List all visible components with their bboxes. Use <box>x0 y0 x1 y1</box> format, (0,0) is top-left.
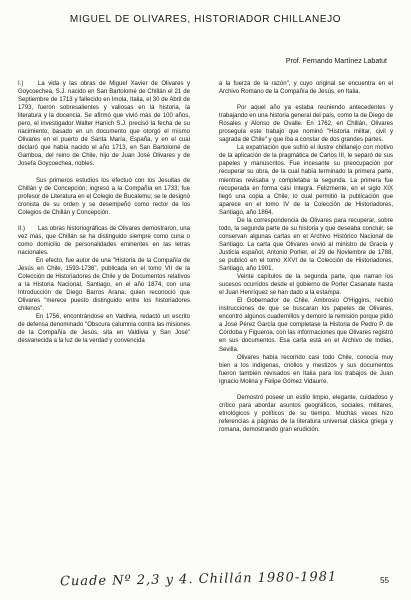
paragraph: I.) La vida y las obras de Miguel Xavier de Olivares y Goycoechea, S.J. nacido en San Bartolomé de Chillán el 21 de Septiembre de 1713 y fallecido en Imola, Italia, el 30 de Abril de 1793, fueron sobresalientes y valiosas en la historia, la literatura y la docencia. Se afirmó que vivió más de 100 años, pero, el investigador Walter Hanich S.J. precisó la fecha de su nacimiento, basado en un documento que otorgó el mismo Olivares en el puerto de Santa María, España, y en el cual declaró que había nacido el año 1713, en San Bartolomé de Gamboa, del reino de Chile, hijo de Juan José Olivares y de Josefa Goycoechea, nobles. <box>18 81 190 168</box>
handwritten-note: Cuade Nº 2,3 y 4. Chillán 1980-1981 <box>59 569 338 590</box>
paragraph: Demostró poseer un estilo limpio, elegante, cuidadoso y crítico para abordar asuntos geográficos, sociales, militares, etnológicos y políticos de su tiempo. Muchas veces hizo referencias a páginas de la literatura universal clásica griega y romana, demostrando gran erudición. <box>219 394 393 433</box>
author-line: Prof. Fernando Martínez Labatut <box>285 58 387 65</box>
paragraph: La expatriación que sufrió el ilustre chillanejo con motivo de la aplicación de la pragmática de Carlos III, le separó de sus papeles y manuscritos. Fue incesante su preocupación por recuperar su obra, de la cual había terminado la primera parte, mientras revisaba y completaba la segunda. La primera fue recuperada en forma casi íntegra. Felizmente, en el siglo XIX llegó una copia a Chile, lo cual permitió la publicación que aparece en el tomo IV de la Colección de Historiadores, Santiago, año 1864. <box>219 145 393 216</box>
paragraph: El Gobernador de Chile, Ambrosio O'Higgins, recibió instrucciones de que se buscaran los papeles de Olivares, encontró algunos cuadernillos y demoró la remisión porque pidió a José Pérez García que completase la Historia de Pedro P. de Córdoba y Figueroa, con las informaciones que Olivares registró en sus documentos. Esa carta está en el Archivo de Indias, Sevilla. <box>219 298 393 353</box>
page-header: MIGUEL DE OLIVARES, HISTORIADOR CHILLANEJO <box>69 14 342 25</box>
paragraph: De la correspondencia de Olivares para recuperar, sobre todo, la segunda parte de su historia y que deseaba concluir, se conservan algunas cartas en el Archivo Histórico Nacional de Santiago. La carta que Olivares envió al ministro de Gracia y Justicia español, Antonio Porlier, el 29 de Noviembre de 1788, se publicó en el tomo XXVI de la Colección de Historiadores, Santiago, año 1901. <box>219 217 393 273</box>
section-number: II.) <box>18 225 26 232</box>
paragraph: En 1756, encontrándose en Valdivia, redactó un escrito de defensa denominado "Obscura calumnia contra las misiones de la Compañía de Jesús, sita en Valdivia y San José" desvanecida a la luz de la verdad y convencida <box>18 314 190 345</box>
page-number: 55 <box>380 576 389 585</box>
paragraph: Sus primeros estudios los efectuó con los Jesuitas de Chillán y de Concepción; ingresó a la Compañía en 1733; fue profesor de Literatura en el Colegio de Bucalemu; se le designó cronista de su orden y se desempeñó como rector de los Colegios de Chillán y Concepción. <box>18 177 190 216</box>
paragraph: II.) Las obras historiográficas de Olivares demostraron, una vez más, que Chillán se ha distinguido siempre como cuna o como domicilio de personalidades eminentes en las letras nacionales. <box>18 225 190 256</box>
paragraph: a la fuerza de la razón", y cuyo original se encuentra en el Archivo Romano de la Compañía de Jesús, en Italia. <box>219 81 393 96</box>
paragraph: Por aquel año ya estaba reuniendo antecedentes y trabajando en una historia general del país, como la de Diego de Rosales y Alonso de Ovalle. En 1762, en Chillán, Olivares proseguía este trabajo que nominó "Historia militar, civil y sagrada de Chile" y que iba a constar de dos grandes partes. <box>219 105 393 144</box>
paragraph: En efecto, fue autor de una "Historia de la Compañía de Jesús en Chile, 1593-1736", publicada en el tomo VII de la Colección de Historiadores de Chile y de Documentos relativos a la Historia Nacional, Santiago, en el año 1874, con una Introducción de Diego Barros Arana, quien reconoció que Olivares "merece puesto distinguido entre los historiadores chilenos". <box>18 257 190 313</box>
page-footer <box>0 568 411 592</box>
section-number: I.) <box>18 81 24 87</box>
paragraph: Veinte capítulos de la segunda parte, que narran los sucesos ocurridos desde el gobierno de Porter Casanate hasta el Juan Henríquez se han dado a la estampa. <box>219 274 393 297</box>
left-column <box>18 80 190 345</box>
paragraph: Olivares había recorrido casi todo Chile, conocía muy bien a los indígenas, criollos y mestizos y sus documentos fueron también revisados en Italia para los trabajos de Juan Ignacio Molina y Felipe Gómez Vidaurre. <box>219 354 393 385</box>
right-column <box>219 80 393 434</box>
